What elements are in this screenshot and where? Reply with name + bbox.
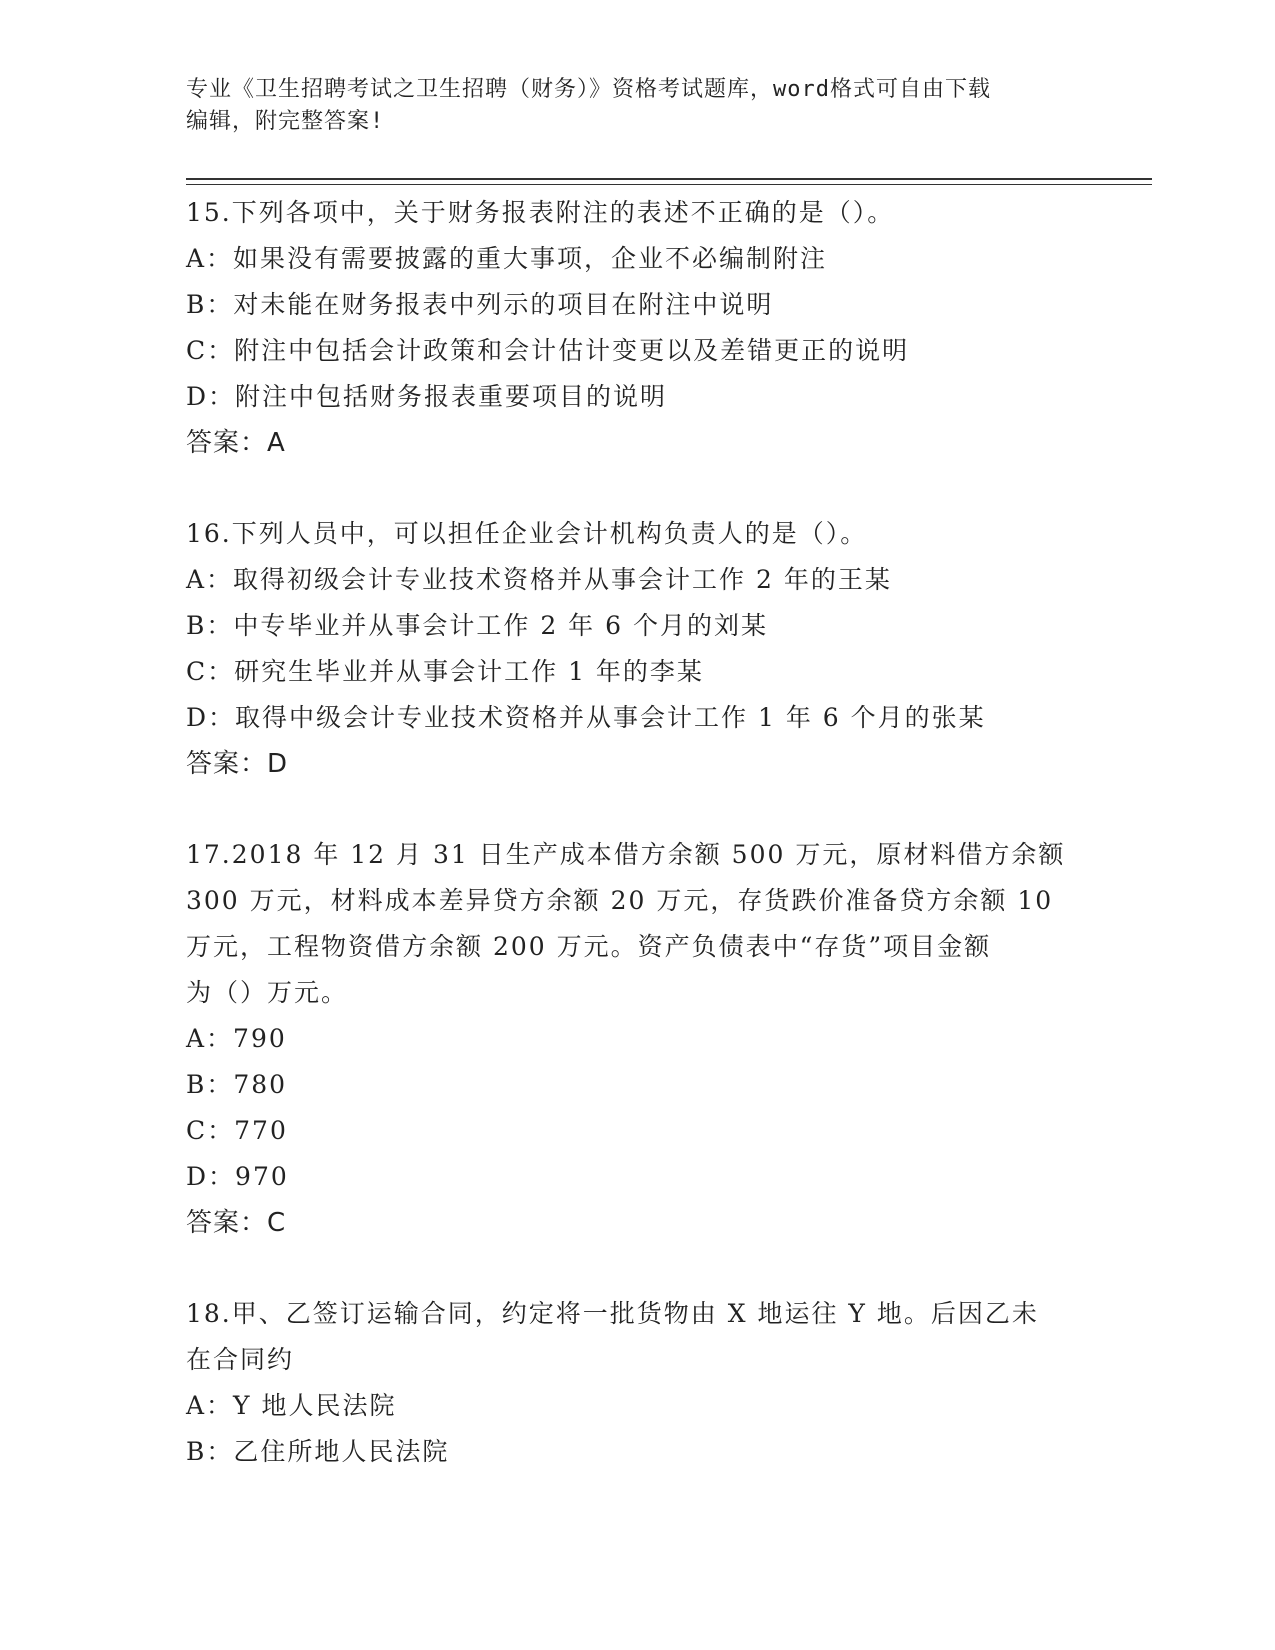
answer-label: 答案：C: [186, 1208, 287, 1238]
option-b: B：中专毕业并从事会计工作 2 年 6 个月的刘某: [186, 611, 768, 640]
question-list: [186, 190, 1086, 1475]
question-18: [186, 1291, 1086, 1475]
option-c: C：附注中包括会计政策和会计估计变更以及差错更正的说明: [186, 336, 910, 365]
option-b: B：乙住所地人民法院: [186, 1437, 450, 1466]
question-stem-line: 15.下列各项中，关于财务报表附注的表述不正确的是（）。: [186, 198, 895, 227]
option-b: B：780: [186, 1070, 288, 1099]
document-header: [186, 74, 1066, 138]
question-spacer: [186, 466, 1086, 511]
option-d: D：970: [186, 1162, 289, 1191]
option-d: D：取得中级会计专业技术资格并从事会计工作 1 年 6 个月的张某: [186, 703, 986, 732]
question-stem-line: 16.下列人员中，可以担任企业会计机构负责人的是（）。: [186, 519, 868, 548]
header-divider-thick: [186, 178, 1152, 180]
header-line-1: 专业《卫生招聘考试之卫生招聘（财务）》资格考试题库，word格式可自由下载: [186, 77, 991, 102]
question-stem-line: 在合同约: [186, 1345, 295, 1374]
question-stem-line: 万元，工程物资借方余额 200 万元。资产负债表中“存货”项目金额: [186, 932, 992, 961]
option-d: D：附注中包括财务报表重要项目的说明: [186, 382, 668, 411]
option-c: C：研究生毕业并从事会计工作 1 年的李某: [186, 657, 704, 686]
answer-label: 答案：D: [186, 749, 289, 779]
question-spacer: [186, 787, 1086, 832]
question-stem-line: 为（）万元。: [186, 978, 349, 1007]
option-c: C：770: [186, 1116, 288, 1145]
question-spacer: [186, 1246, 1086, 1291]
question-stem-line: 300 万元，材料成本差异贷方余额 20 万元，存货跌价准备贷方余额 10: [186, 886, 1054, 915]
question-stem-line: 18.甲、乙签订运输合同，约定将一批货物由 X 地运往 Y 地。后因乙未: [186, 1299, 1039, 1328]
option-a: A：如果没有需要披露的重大事项，企业不必编制附注: [186, 244, 828, 273]
header-divider-thin: [186, 184, 1152, 185]
question-stem-line: 17.2018 年 12 月 31 日生产成本借方余额 500 万元，原材料借方余额: [186, 840, 1066, 869]
question-15: [186, 190, 1086, 466]
header-line-2: 编辑，附完整答案!: [186, 109, 385, 134]
option-a: A：Y 地人民法院: [186, 1391, 397, 1420]
option-a: A：取得初级会计专业技术资格并从事会计工作 2 年的王某: [186, 565, 892, 594]
option-a: A：790: [186, 1024, 287, 1053]
answer-label: 答案：A: [186, 428, 286, 458]
question-16: [186, 511, 1086, 787]
question-17: [186, 832, 1086, 1246]
option-b: B：对未能在财务报表中列示的项目在附注中说明: [186, 290, 774, 319]
